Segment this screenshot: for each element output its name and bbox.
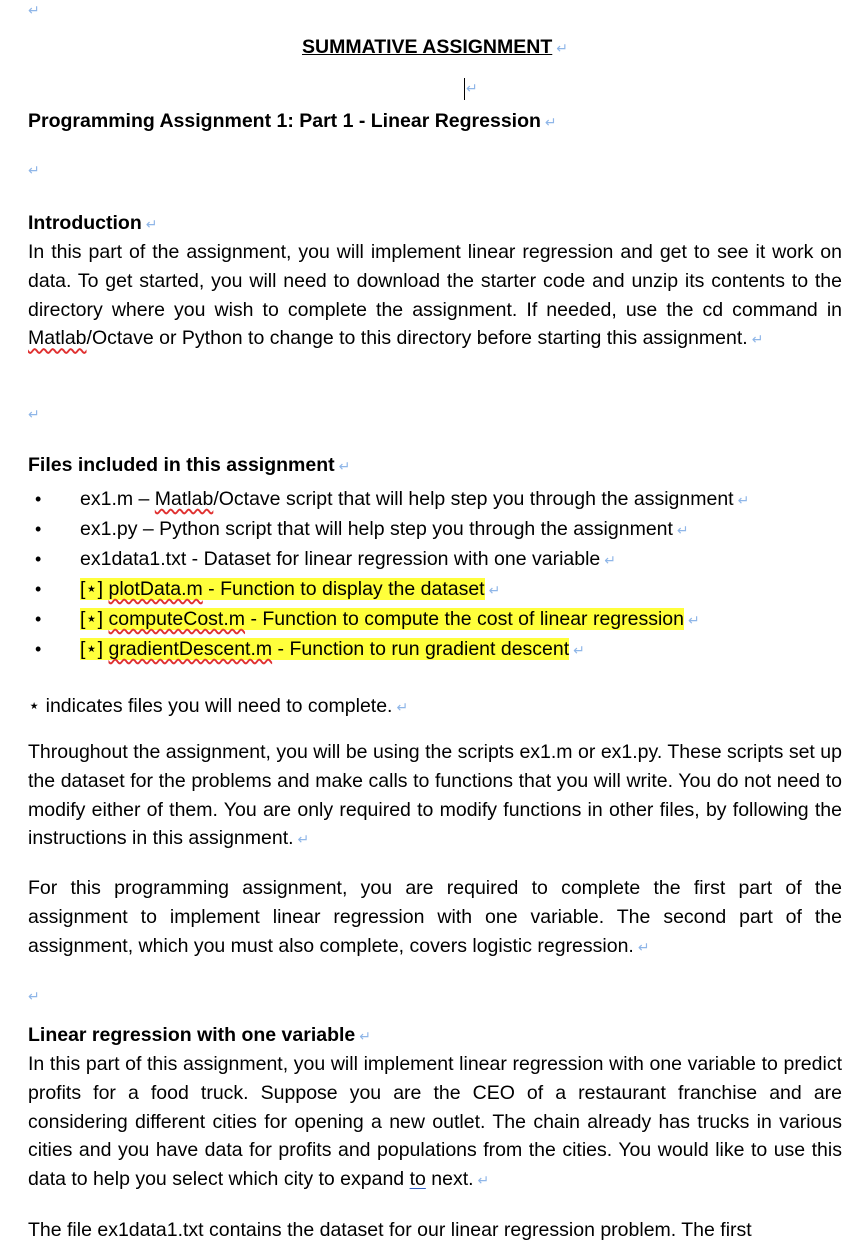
intro-paragraph: In this part of the assignment, you will implement linear regression and get to see it work on data. To get started, you will need to download the starter code and unzip its contents to the directory where you wish to complete the assignment. If needed, use the cd command in Matlab/Octave or Python to change to this directory before starting this assignment. ↵ xyxy=(28,241,842,350)
list-item: • ex1.m – Matlab/Octave script that will help step you through the assignment ↵ xyxy=(35,488,750,510)
paragraph-mark: ↵ xyxy=(28,988,40,1004)
linreg-paragraph: In this part of this assignment, you will implement linear regression with one variable to predict profits for a food truck. Suppose you are the CEO of a restaurant franchise and are considering different cities for opening a new outlet. The chain already has trucks in various cities and you have data for profits and populations from the cities. You would like to use this data to help you select which city to expand to next. ↵ xyxy=(28,1053,842,1191)
list-item: • [⋆] plotData.m - Function to display the dataset ↵ xyxy=(35,578,501,600)
section-heading-files: Files included in this assignment ↵ xyxy=(28,454,351,476)
text-cursor xyxy=(464,78,465,100)
list-item: • [⋆] gradientDescent.m - Function to run gradient descent ↵ xyxy=(35,638,585,660)
paragraph-mark: ↵ xyxy=(466,80,478,96)
paragraph-mark: ↵ xyxy=(28,406,40,422)
dataset-paragraph: The file ex1data1.txt contains the dataset for our linear regression problem. The first xyxy=(28,1219,752,1241)
section-heading-linear-regression: Linear regression with one variable ↵ xyxy=(28,1024,372,1046)
files-list xyxy=(28,484,842,664)
assignment-heading: Programming Assignment 1: Part 1 - Linear Regression ↵ xyxy=(28,110,557,132)
spelling-flag[interactable]: Matlab xyxy=(28,327,87,350)
paragraph-mark: ↵ xyxy=(28,2,40,18)
document-title: SUMMATIVE ASSIGNMENT ↵ xyxy=(302,36,568,58)
section-heading-introduction: Introduction ↵ xyxy=(28,212,158,234)
list-item: • ex1data1.txt - Dataset for linear regression with one variable ↵ xyxy=(35,548,617,570)
throughout-paragraph: Throughout the assignment, you will be using the scripts ex1.m or ex1.py. These scripts set up the dataset for the problems and make calls to functions that you will write. You do not need to modify either of them. You are only required to modify functions in other files, by following the instructions in this assignment. ↵ xyxy=(28,741,842,850)
list-item: • ex1.py – Python script that will help step you through the assignment ↵ xyxy=(35,518,689,540)
requirement-paragraph: For this programming assignment, you are required to complete the first part of the assignment to implement linear regression with one variable. The second part of the assignment, which you must also complete, covers logistic regression. ↵ xyxy=(28,877,842,957)
note-text: ⋆ indicates files you will need to complete. ↵ xyxy=(28,695,409,717)
paragraph-mark: ↵ xyxy=(28,162,40,178)
grammar-flag[interactable]: to xyxy=(409,1168,426,1191)
list-item: • [⋆] computeCost.m - Function to compute the cost of linear regression ↵ xyxy=(35,608,700,630)
